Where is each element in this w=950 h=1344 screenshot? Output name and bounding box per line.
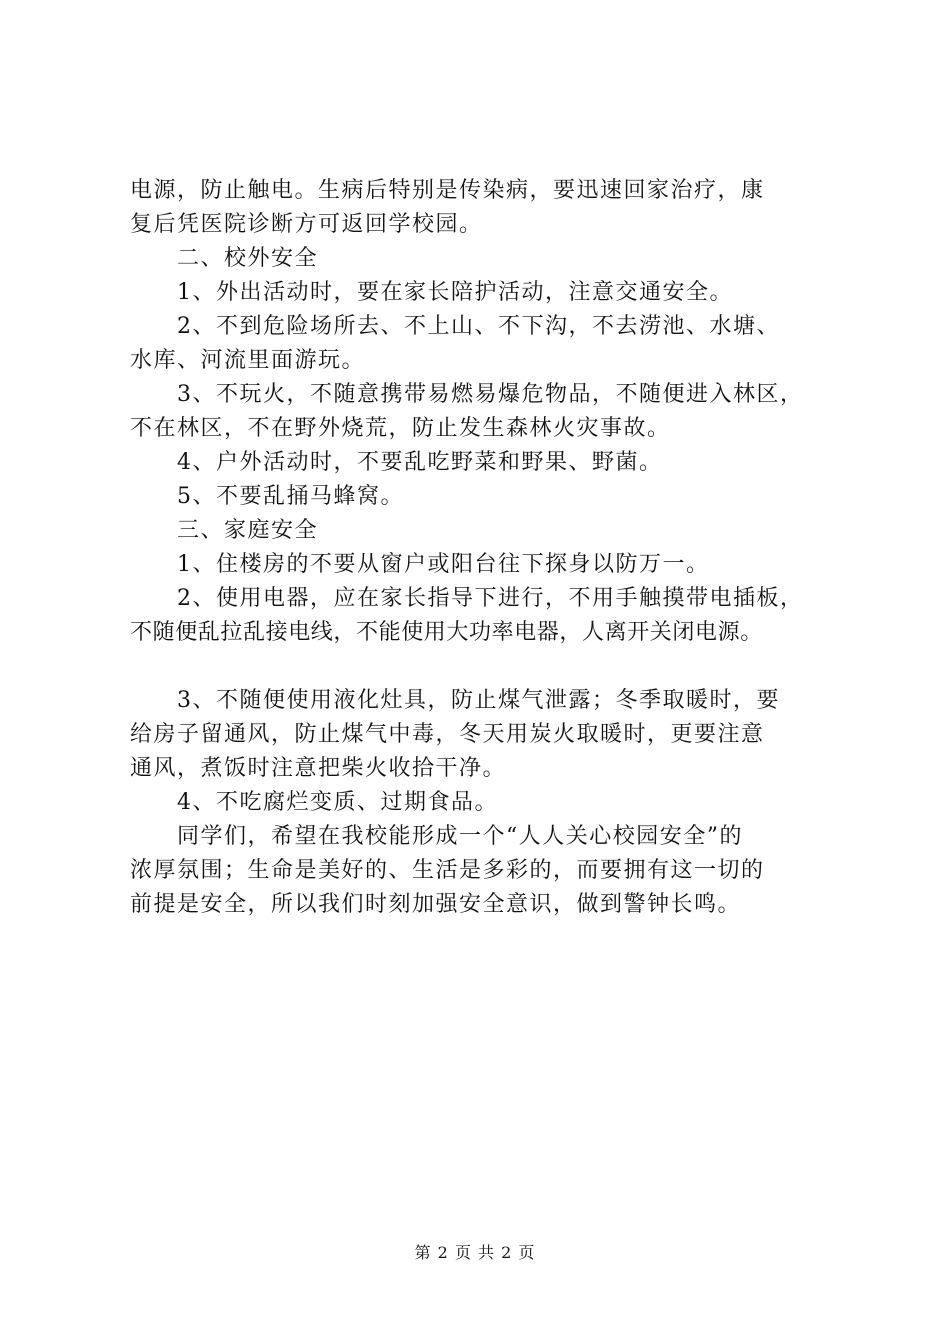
text-line: 通风，煮饭时注意把柴火收拾干净。 — [130, 756, 507, 781]
text-line: 复后凭医院诊断方可返回学校园。 — [130, 212, 483, 237]
page-number-footer: 第 2 页 共 2 页 — [414, 1243, 536, 1262]
text-line: 3、不随便使用液化灶具，防止煤气泄露；冬季取暖时，要 — [177, 688, 780, 713]
text-line: 同学们，希望在我校能形成一个“人人关心校园安全”的 — [177, 824, 743, 849]
text-line: 浓厚氛围；生命是美好的、生活是多彩的，而要拥有这一切的 — [130, 858, 765, 883]
text-line: 不在林区，不在野外烧荒，防止发生森林火灾事故。 — [130, 416, 671, 441]
text-line: 5、不要乱捅马蜂窝。 — [177, 484, 404, 509]
text-line: 水库、河流里面游玩。 — [130, 348, 366, 373]
text-line: 前提是安全，所以我们时刻加强安全意识，做到警钟长鸣。 — [130, 892, 742, 917]
section-heading: 二、校外安全 — [177, 246, 319, 271]
text-line: 不随便乱拉乱接电线，不能使用大功率电器，人离开关闭电源。 — [130, 620, 763, 645]
text-line: 2、使用电器，应在家长指导下进行，不用手触摸带电插板， — [177, 586, 804, 611]
document-body — [130, 174, 850, 922]
text-line: 1、外出活动时，要在家长陪护活动，注意交通安全。 — [177, 280, 733, 305]
text-line: 4、户外活动时，不要乱吃野菜和野果、野菌。 — [177, 450, 663, 475]
section-heading: 三、家庭安全 — [177, 518, 319, 543]
text-line: 给房子留通风，防止煤气中毒，冬天用炭火取暖时，更要注意 — [130, 722, 765, 747]
blank-line — [130, 650, 850, 684]
text-line: 2、不到危险场所去、不上山、不下沟，不去涝池、水塘、 — [177, 314, 780, 339]
text-line: 3、不玩火，不随意携带易燃易爆危物品，不随便进入林区， — [177, 382, 804, 407]
text-line: 4、不吃腐烂变质、过期食品。 — [177, 790, 498, 815]
text-line: 电源，防止触电。生病后特别是传染病，要迅速回家治疗，康 — [130, 178, 765, 203]
text-line: 1、住楼房的不要从窗户或阳台往下探身以防万一。 — [177, 552, 710, 577]
